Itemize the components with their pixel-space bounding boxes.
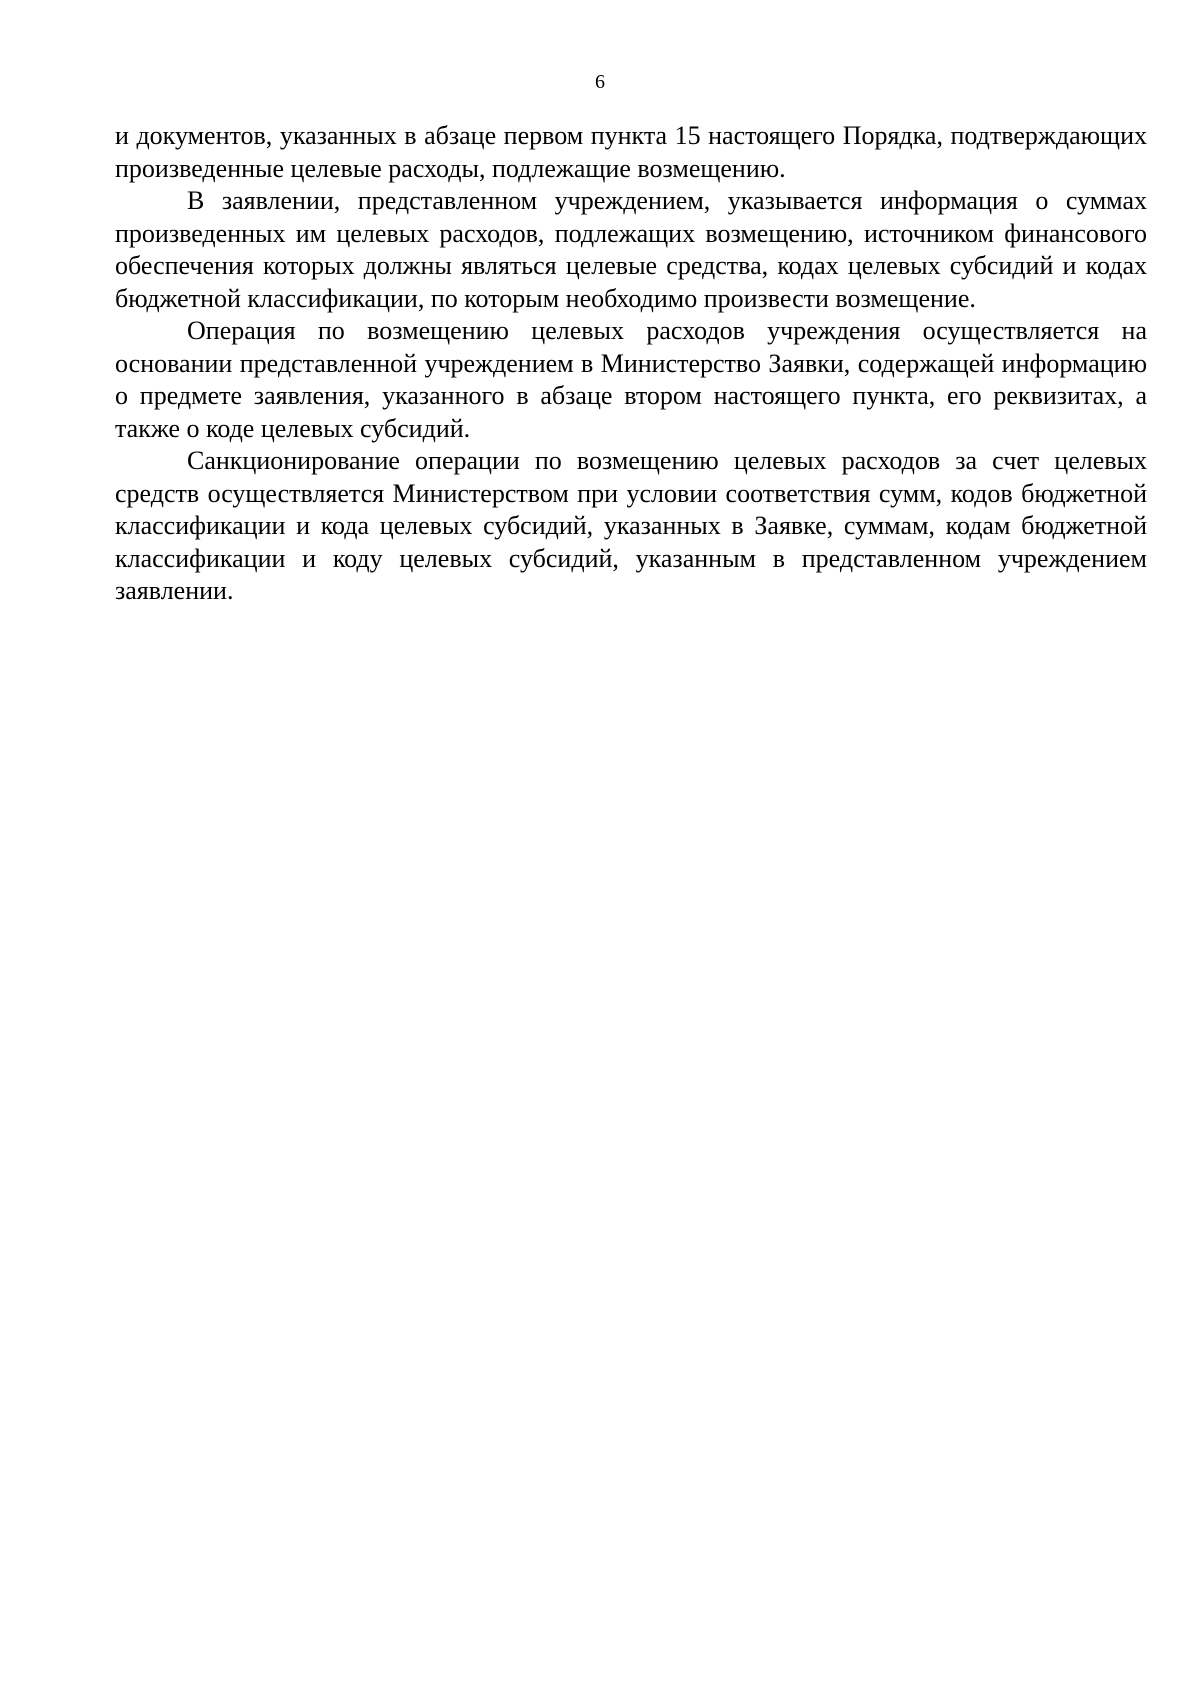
document-body — [115, 120, 1147, 608]
paragraph-continuation: и документов, указанных в абзаце первом пункта 15 настоящего Порядка, подтверждающих произведенные целевые расходы, подлежащие возмещению. — [115, 121, 1147, 183]
paragraph-authorization: Санкционирование операции по возмещению целевых расходов за счет целевых средств осуществляется Министерством при условии соответствия сумм, кодов бюджетной классификации и кода целевых субсидий, указанных в Заявке, суммам, кодам бюджетной классификации и коду целевых субсидий, указанным в представленном учреждением заявлении. — [115, 446, 1147, 605]
paragraph-reimbursement-operation: Операция по возмещению целевых расходов учреждения осуществляется на основании представленной учреждением в Министерство Заявки, содержащей информацию о предмете заявления, указанного в абзаце втором настоящего пункта, его реквизитах, а также о коде целевых субсидий. — [115, 316, 1147, 443]
page-number: 6 — [595, 71, 605, 93]
paragraph-application-info: В заявлении, представленном учреждением, указывается информация о суммах произведенных им целевых расходов, подлежащих возмещению, источником финансового обеспечения которых должны являться целевые средства, кодах целевых субсидий и кодах бюджетной классификации, по которым необходимо произвести возмещение. — [115, 186, 1147, 313]
